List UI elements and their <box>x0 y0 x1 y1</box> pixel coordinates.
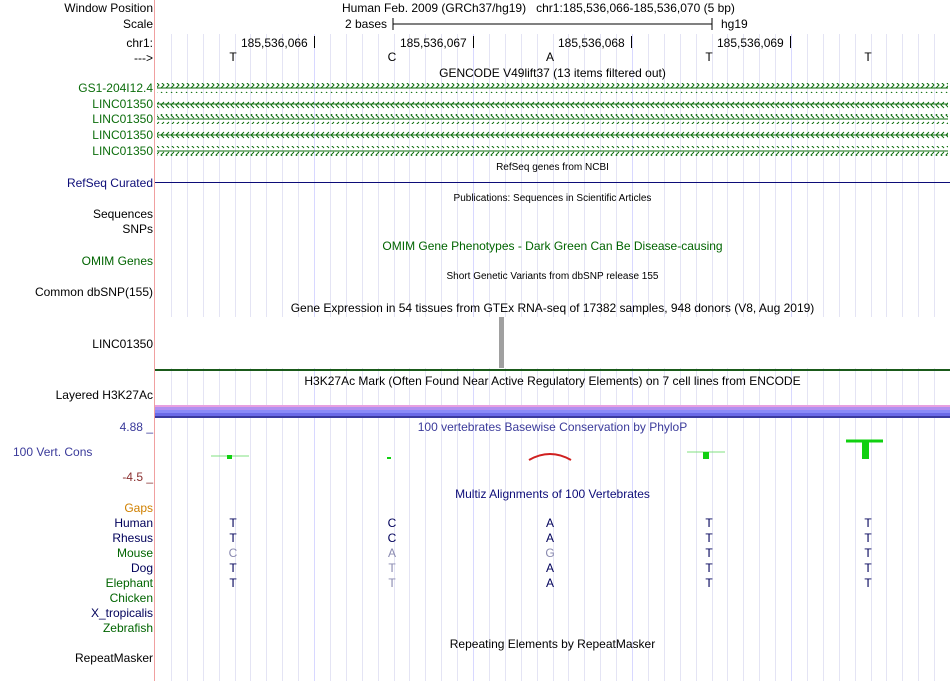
species-label[interactable]: Chicken <box>109 591 153 605</box>
gencode-features[interactable] <box>155 80 950 160</box>
gtex-track-title[interactable]: Gene Expression in 54 tissues from GTEx RNA-seq of 17382 samples, 948 donors (V8, Aug 2019) <box>290 301 815 315</box>
alignment-base: T <box>388 561 396 575</box>
gene-linc01350[interactable] <box>157 130 948 140</box>
gencode-item-label[interactable]: LINC01350 <box>92 144 153 158</box>
ref-base: T <box>705 50 713 64</box>
gencode-item-label[interactable]: LINC01350 <box>92 97 153 111</box>
alignment-base: T <box>864 546 872 560</box>
conservation-track-title[interactable]: 100 vertebrates Basewise Conservation by PhyloP <box>417 420 688 434</box>
ref-base: T <box>864 50 872 64</box>
alignment-base: T <box>864 576 872 590</box>
conservation-plot[interactable] <box>155 436 950 476</box>
alignment-base: T <box>864 561 872 575</box>
alignment-base: T <box>705 546 713 560</box>
repeatmasker-track-title[interactable]: Repeating Elements by RepeatMasker <box>449 637 656 651</box>
species-label[interactable]: Elephant <box>105 576 153 590</box>
gene-linc01350[interactable] <box>157 114 948 124</box>
ref-base: T <box>229 50 237 64</box>
alignment-base: T <box>229 531 237 545</box>
alignment-base: A <box>545 576 554 590</box>
species-label[interactable]: Human <box>114 516 153 530</box>
species-label[interactable]: Zebrafish <box>102 621 153 635</box>
alignment-base: A <box>545 531 554 545</box>
phylop-mark <box>846 441 883 459</box>
alignment-base: G <box>545 546 555 560</box>
gtex-track-label[interactable]: LINC01350 <box>92 337 153 351</box>
scale-value: 2 bases <box>345 17 388 31</box>
alignment-base: T <box>229 576 237 590</box>
scale-bar <box>392 16 716 32</box>
omim-track-title[interactable]: OMIM Gene Phenotypes - Dark Green Can Be Disease-causing <box>382 239 723 253</box>
h3k27ac-track-title[interactable]: H3K27Ac Mark (Often Found Near Active Regulatory Elements) on 7 cell lines from ENCODE <box>304 374 801 388</box>
conservation-track-label[interactable]: 100 Vert. Cons <box>13 445 93 459</box>
chr-label[interactable]: chr1: <box>126 36 153 50</box>
gene-linc01350[interactable] <box>157 146 948 156</box>
multiz-track-title[interactable]: Multiz Alignments of 100 Vertebrates <box>455 487 650 501</box>
gencode-item-label[interactable]: GS1-204I12.4 <box>78 81 153 95</box>
phylop-mark <box>687 452 725 459</box>
h3k27ac-signal[interactable] <box>155 405 950 418</box>
alignment-base: A <box>545 516 554 530</box>
refseq-track-label[interactable]: RefSeq Curated <box>66 176 153 190</box>
publications-track-title[interactable]: Publications: Sequences in Scientific Articles <box>453 193 652 204</box>
alignment-base: A <box>545 561 554 575</box>
conservation-max-label: 4.88 _ <box>119 420 153 434</box>
species-label[interactable]: Dog <box>130 561 153 575</box>
conservation-min-label: -4.5 _ <box>122 470 153 484</box>
alignment-base: T <box>864 531 872 545</box>
alignment-base: A <box>387 546 396 560</box>
species-label[interactable]: X_tropicalis <box>90 606 153 620</box>
alignment-base: T <box>705 561 713 575</box>
ref-base: A <box>545 50 554 64</box>
position-tick-1: 185,536,066 <box>241 36 308 50</box>
window-position-label: Window Position <box>64 1 153 15</box>
phylop-mark <box>211 455 249 459</box>
strand-label: ---> <box>134 51 153 65</box>
species-label[interactable]: Rhesus <box>112 531 153 545</box>
gtex-expression-bar[interactable] <box>499 317 504 368</box>
scale-label: Scale <box>122 17 153 31</box>
h3k27ac-track-label[interactable]: Layered H3K27Ac <box>55 388 153 402</box>
alignment-base: C <box>387 516 397 530</box>
position-tick-4: 185,536,069 <box>717 36 784 50</box>
alignment-base: T <box>388 576 396 590</box>
gene-linc01350[interactable] <box>157 99 948 109</box>
gaps-track-label[interactable]: Gaps <box>124 501 153 515</box>
alignment-base: T <box>705 576 713 590</box>
species-label[interactable]: Mouse <box>116 546 153 560</box>
alignment-base: T <box>229 561 237 575</box>
gencode-item-label[interactable]: LINC01350 <box>92 112 153 126</box>
phylop-mark <box>529 454 571 460</box>
alignment-base: C <box>228 546 238 560</box>
alignment-base: T <box>705 516 713 530</box>
alignment-base: T <box>705 531 713 545</box>
dbsnp-track-title[interactable]: Short Genetic Variants from dbSNP release 155 <box>446 271 659 282</box>
alignment-base: T <box>864 516 872 530</box>
position-tick-2: 185,536,067 <box>400 36 467 50</box>
phylop-mark <box>387 457 391 459</box>
ref-base: C <box>387 50 397 64</box>
scale-assembly: hg19 <box>721 17 748 31</box>
refseq-gene-line[interactable] <box>155 182 950 183</box>
position-tick-marks <box>155 34 950 50</box>
dbsnp-track-label[interactable]: Common dbSNP(155) <box>34 285 153 299</box>
gencode-track-title[interactable]: GENCODE V49lift37 (13 items filtered out) <box>439 66 666 80</box>
gtex-baseline <box>155 369 950 371</box>
alignment-base: C <box>387 531 397 545</box>
sequences-track-label[interactable]: Sequences <box>92 207 153 221</box>
repeatmasker-track-label[interactable]: RepeatMasker <box>74 651 153 665</box>
position-tick-3: 185,536,068 <box>558 36 625 50</box>
gencode-item-label[interactable]: LINC01350 <box>92 128 153 142</box>
gtex-plot-area[interactable] <box>155 317 950 368</box>
refseq-track-title[interactable]: RefSeq genes from NCBI <box>496 162 609 173</box>
snps-track-label[interactable]: SNPs <box>122 222 153 236</box>
alignment-base: T <box>229 516 237 530</box>
window-position-value: Human Feb. 2009 (GRCh37/hg19) chr1:185,536,066-185,536,070 (5 bp) <box>342 1 735 15</box>
omim-track-label[interactable]: OMIM Genes <box>81 254 153 268</box>
gene-gs1-204i12-4[interactable] <box>157 83 948 93</box>
